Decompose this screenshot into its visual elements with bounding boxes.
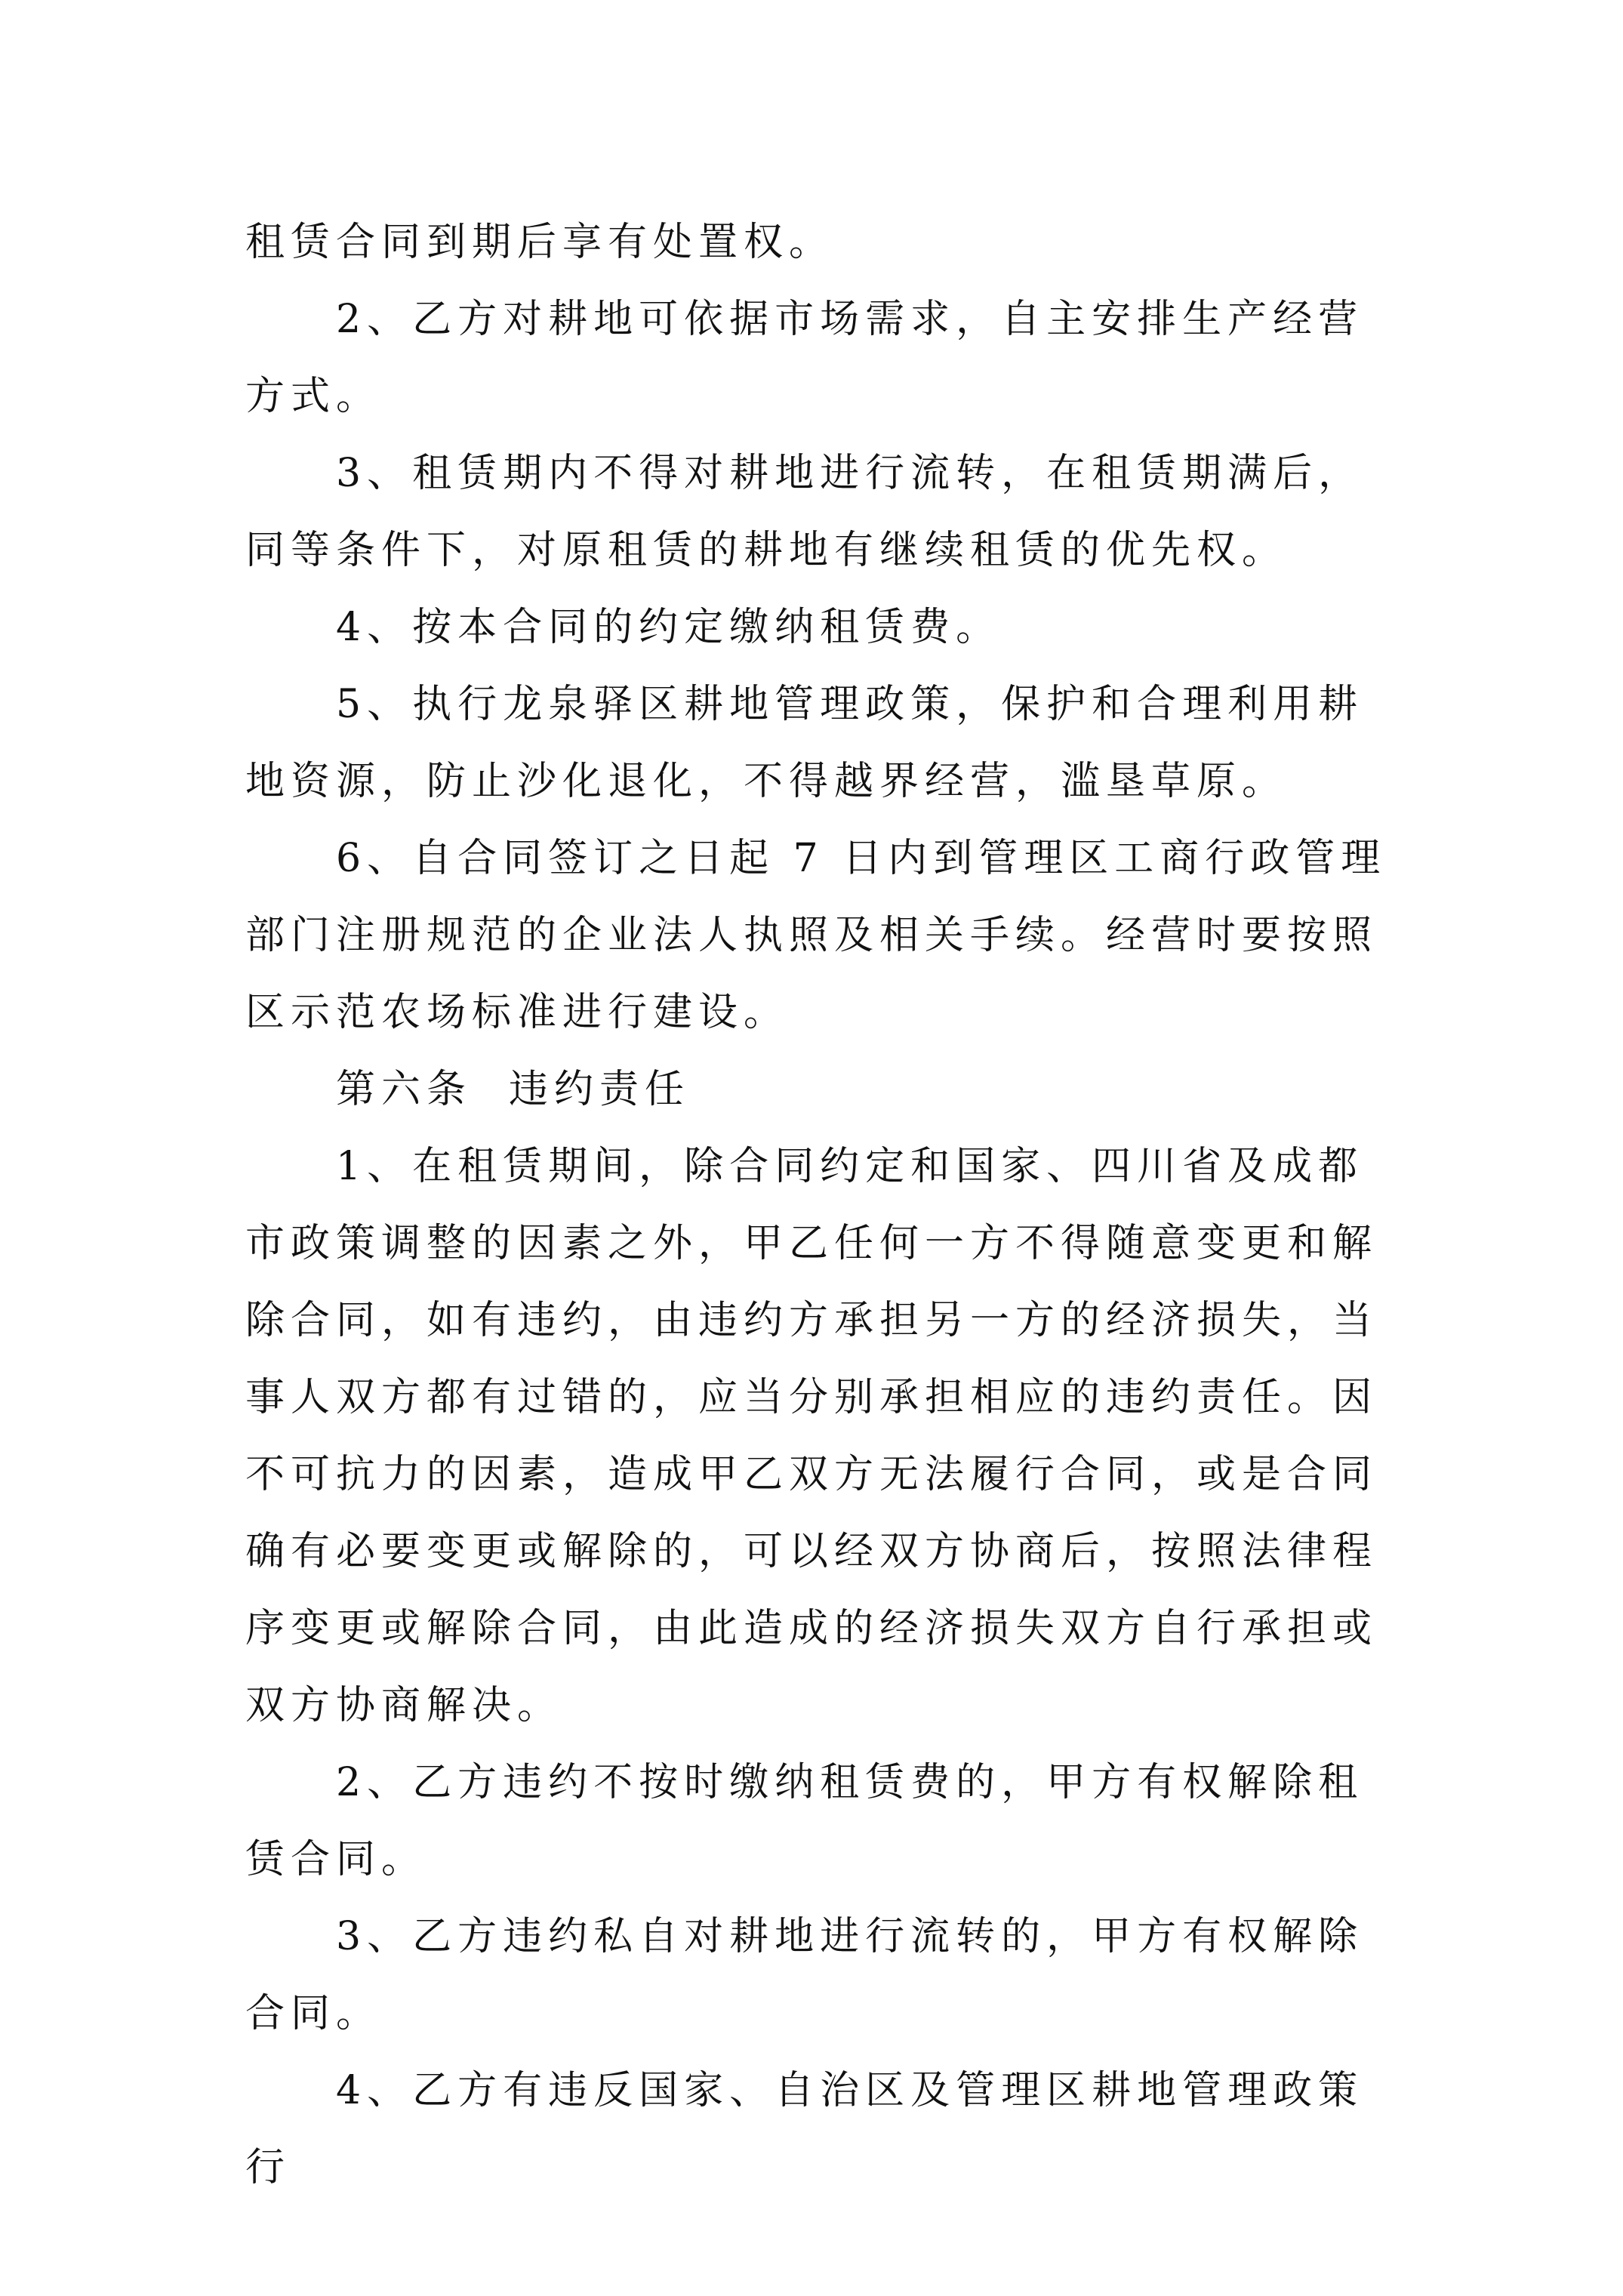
paragraph-clause-6: 6、自合同签订之日起 7 日内到管理区工商行政管理部门注册规范的企业法人执照及相关手续。经营时要按照区示范农场标准进行建设。 — [245, 836, 1387, 1035]
paragraph-liability-2: 2、乙方违约不按时缴纳租赁费的，甲方有权解除租赁合同。 — [245, 1760, 1364, 1882]
paragraph-liability-1: 1、在租赁期间，除合同约定和国家、四川省及成都市政策调整的因素之外，甲乙任何一方不得随意变更和解除合同，如有违约，由违约方承担另一方的经济损失，当事人双方都有过错的，应当分别承担相应的违约责任。因不可抗力的因素，造成甲乙双方无法履行合同，或是合同确有必要变更或解除的，可以经双方协商后，按照法律程序变更或解除合同，由此造成的经济损失双方自行承担或双方协商解决。 — [245, 1144, 1378, 1728]
document-body — [245, 204, 1393, 2206]
paragraph-clause-4: 4、按本合同的约定缴纳租赁费。 — [336, 605, 1002, 650]
paragraph-clause-2: 2、乙方对耕地可依据市场需求，自主安排生产经营方式。 — [245, 297, 1364, 419]
paragraph-clause-5: 5、执行龙泉驿区耕地管理政策，保护和合理利用耕地资源，防止沙化退化，不得越界经营，滥垦草原。 — [245, 682, 1364, 804]
paragraph-1: 租赁合同到期后享有处置权。 — [245, 220, 835, 265]
paragraph-clause-3: 3、租赁期内不得对耕地进行流转，在租赁期满后，同等条件下，对原租赁的耕地有继续租赁的优先权。 — [245, 451, 1364, 573]
section-heading-article-6: 第六条 违约责任 — [336, 1067, 691, 1112]
paragraph-liability-4: 4、乙方有违反国家、自治区及管理区耕地管理政策行 — [245, 2068, 1364, 2190]
paragraph-liability-3: 3、乙方违约私自对耕地进行流转的，甲方有权解除合同。 — [245, 1914, 1364, 2036]
